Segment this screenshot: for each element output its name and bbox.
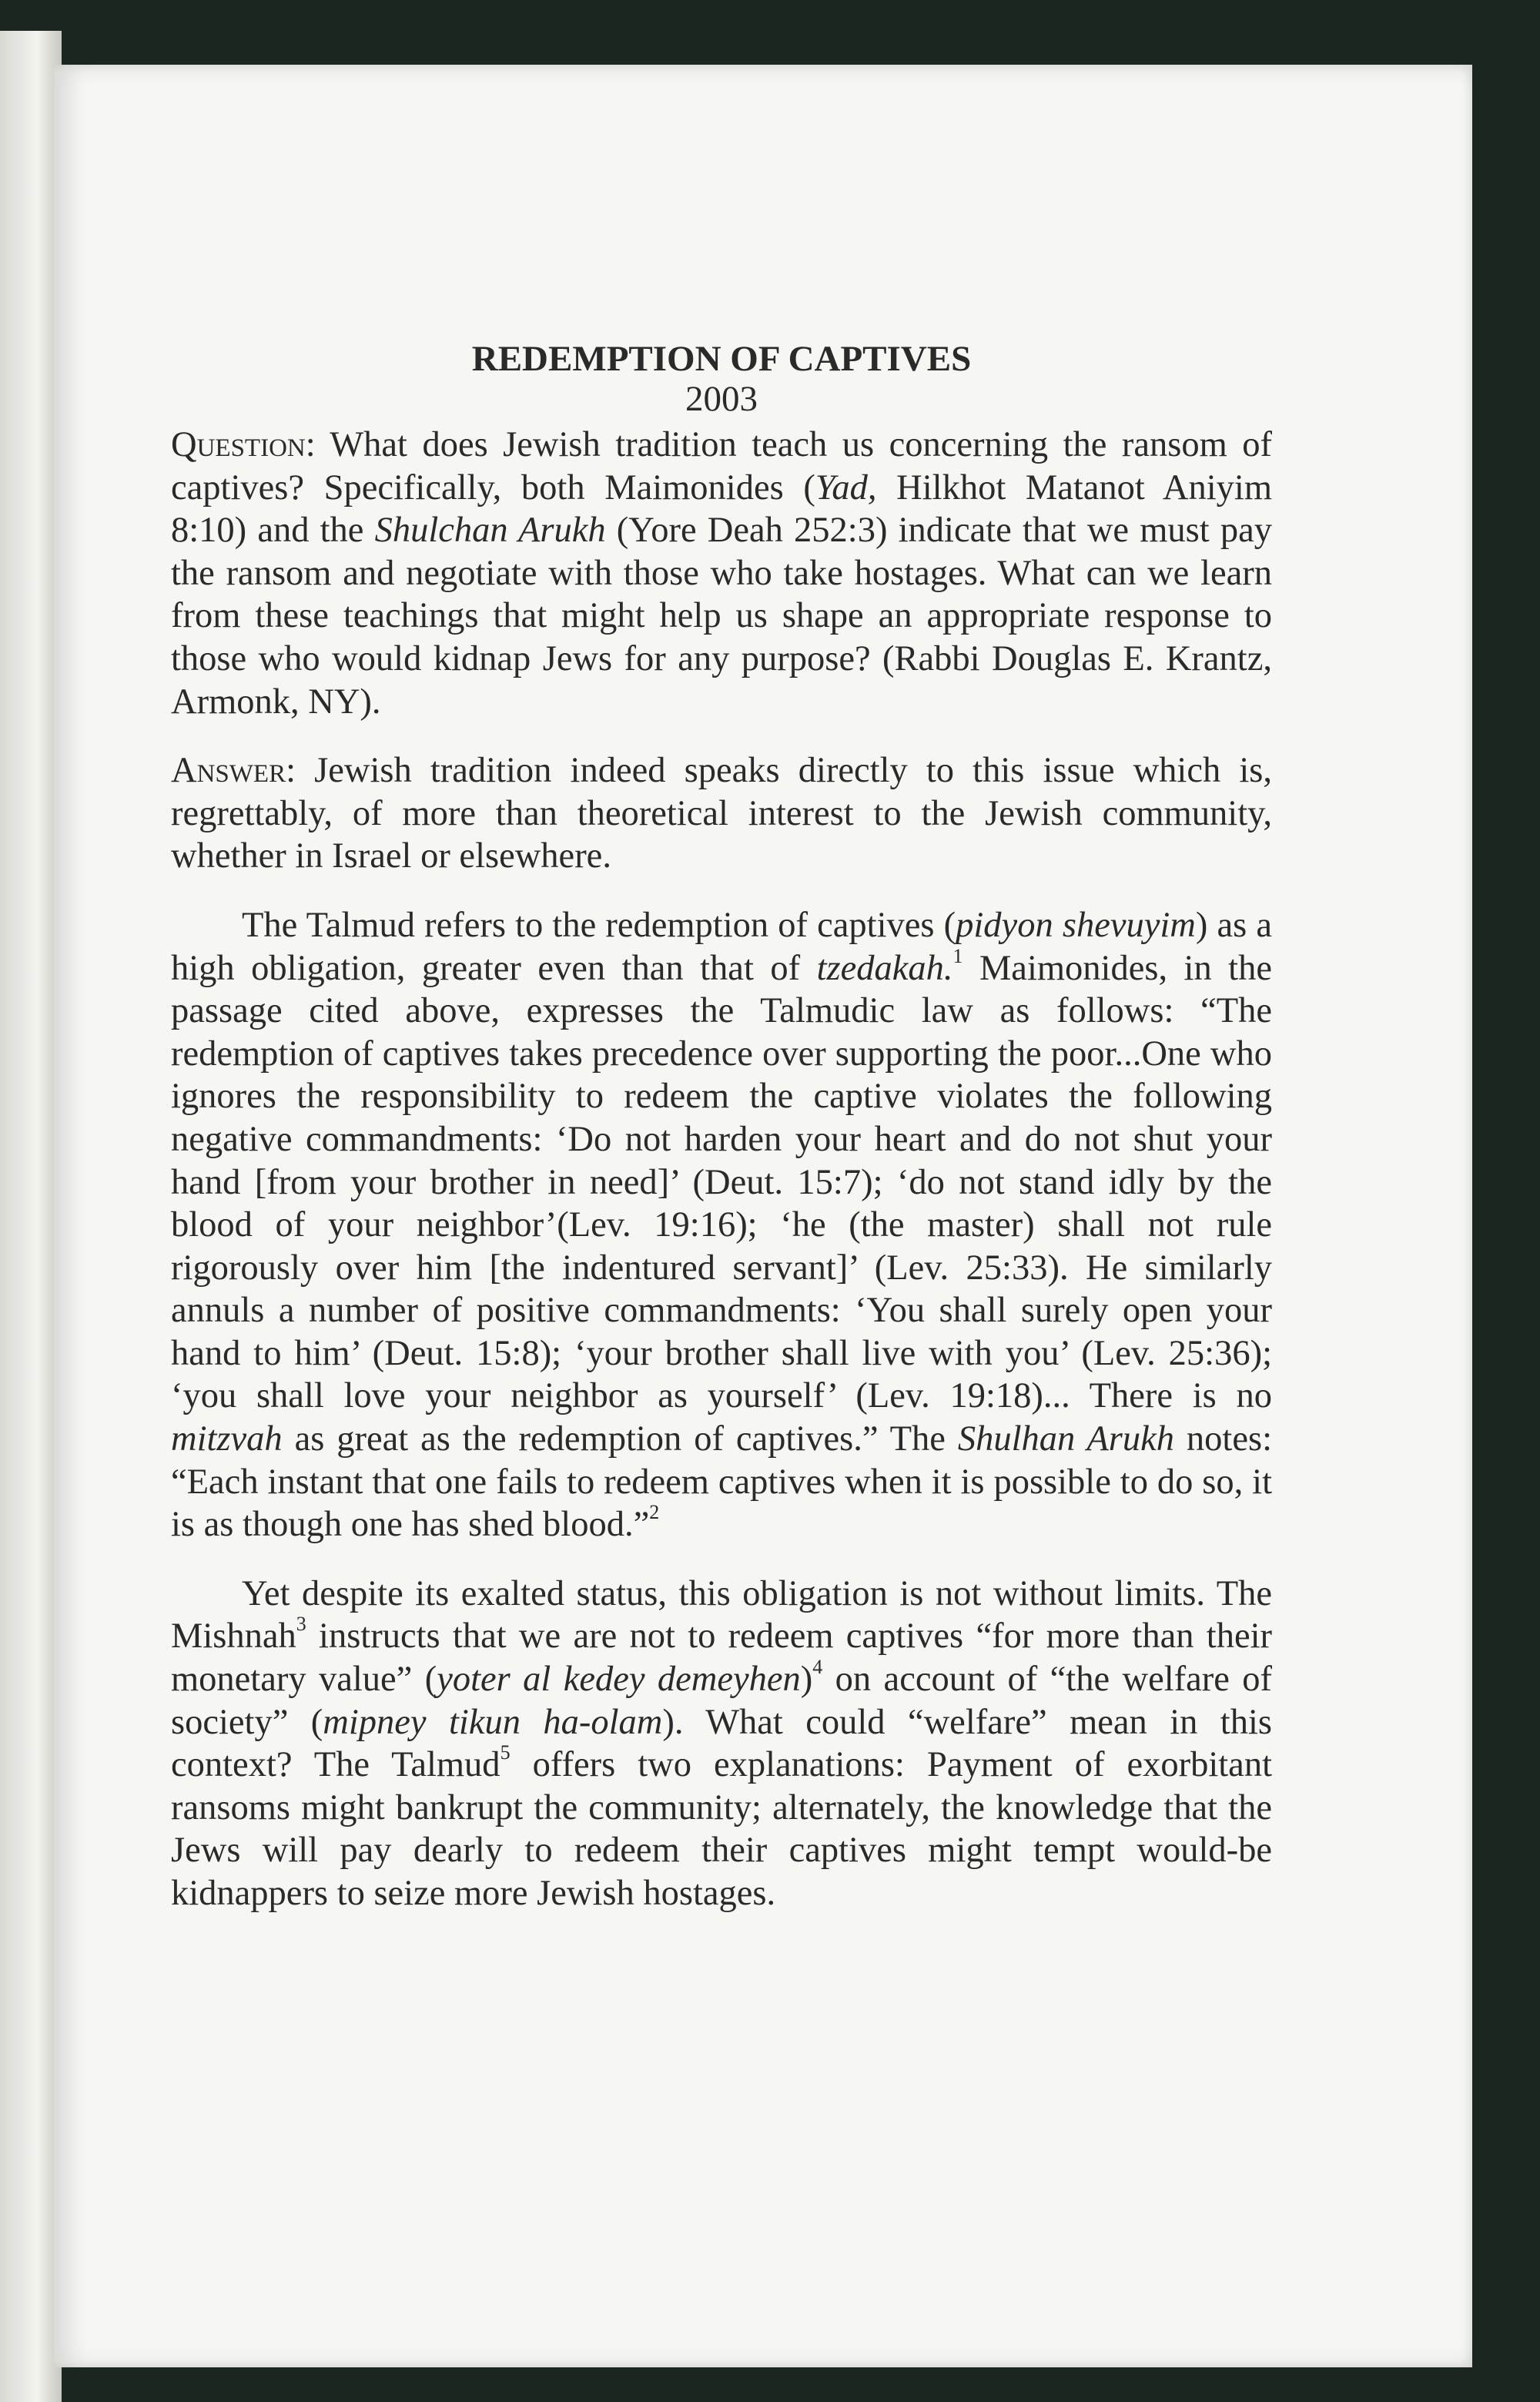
text-segment: offers two explanations: Payment of exorbitant ransoms might bankrupt the community; alternately, the knowledge that the Jews will pay dearly to redeem their captives might tempt would-be kidnappers to seize more Jewish hostages. (171, 1745, 1272, 1913)
text-segment: Yet despite its exalted status, this obligation is not without limits. The Mishnah (171, 1573, 1272, 1657)
text-segment: pidyon shevuyim (956, 905, 1196, 945)
text-segment: (Yore Deah 252:3) indicate that we must pay the ransom and negotiate with those who take hostages. What can we learn from these teachings that might help us shape an appropriate response to those who would kidnap Jews for any purpose? (Rabbi Douglas E. Krantz, Armonk, NY). (171, 511, 1272, 722)
footnote-marker: 3 (296, 1613, 306, 1636)
footnote-marker: 5 (500, 1741, 511, 1764)
text-segment: tzedakah. (816, 948, 953, 988)
text-segment: instructs that we are not to redeem captives “for more than their monetary value” ( (171, 1616, 1272, 1700)
facing-page-edge (0, 31, 62, 2402)
text-segment: on account of “the welfare of society” ( (171, 1660, 1273, 1742)
text-segment: Shulhan Arukh (957, 1419, 1174, 1459)
text-segment: The Talmud refers to the redemption of captives ( (242, 905, 956, 945)
chapter-title: REDEMPTION OF CAPTIVES (471, 339, 972, 379)
text-segment: mipney tikun ha-olam (323, 1702, 663, 1742)
text-segment: as great as the redemption of captives.” The (282, 1419, 958, 1459)
text-segment: ). What could “welfare” mean in this context? The Talmud (171, 1702, 1272, 1785)
text-segment: ) as a high obligation, greater even than that of (171, 905, 1273, 988)
body-text (171, 424, 1272, 1915)
footnote-marker: 1 (952, 944, 963, 967)
text-segment: : What does Jewish tradition teach us concerning the ransom of captives? Specifically, both Maimonides ( (171, 425, 1272, 508)
chapter-year: 2003 (685, 379, 758, 419)
section-label: Answer (171, 751, 286, 791)
footnote-marker: 4 (812, 1656, 823, 1679)
limits-paragraph (171, 1573, 1272, 1915)
text-segment: Shulchan Arukh (374, 511, 606, 551)
text-segment: : Jewish tradition indeed speaks directly to this issue which is, regrettably, of more than theoretical interest to the Jewish community, whether in Israel or elsewhere. (171, 751, 1272, 876)
footnote-marker: 2 (649, 1501, 660, 1524)
text-segment: Maimonides, in the passage cited above, expresses the Talmudic law as follows: “The redemption of captives takes precedence over supporting the poor...One who ignores the responsibility to redeem the captive violates the following negative commandments: ‘Do not harden your heart and do not shut your hand [from your brother in need]’ (Deut. 15:7); ‘do not stand idly by the blood of your neighbor’(Lev. 19:16); ‘he (the master) shall not rule rigorously over him [the indentured servant]’ (Lev. 25:33). He similarly annuls a number of positive commandments: ‘You shall surely open your hand to him’ (Deut. 15:8); ‘your brother shall live with you’ (Lev. 25:36); ‘you shall love your neighbor as yourself’ (Lev. 19:18)... There is no (171, 948, 1272, 1416)
answer-paragraph (171, 749, 1272, 878)
text-segment: notes: “Each instant that one fails to redeem captives when it is possible to do so, it is as though one has shed blood.” (171, 1419, 1272, 1545)
section-label: Question (171, 425, 306, 464)
talmud-paragraph (171, 904, 1272, 1546)
text-segment: mitzvah (171, 1419, 283, 1459)
text-segment: Hilkhot Matanot Aniyim 8:10) and the (171, 467, 1273, 551)
page-text (171, 339, 1272, 1915)
text-segment: Yad, (815, 467, 877, 508)
text-segment: ) (800, 1660, 813, 1700)
question-paragraph (171, 424, 1272, 723)
text-segment: yoter al kedey demeyhen (437, 1660, 801, 1700)
